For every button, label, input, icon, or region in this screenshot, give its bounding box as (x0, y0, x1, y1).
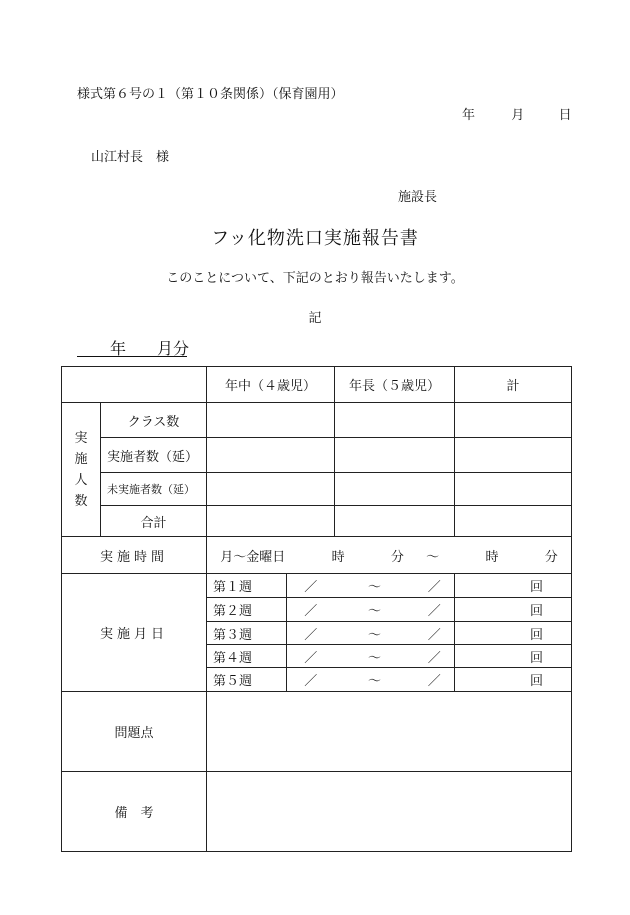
date-line (462, 104, 572, 123)
table-header-row (62, 367, 572, 403)
document-title: フッ化物洗口実施報告書 (211, 228, 419, 249)
input-cell[interactable] (335, 473, 455, 506)
table-row-problems (62, 692, 572, 772)
time-hour-start: 時 (331, 549, 345, 565)
date-slash-end[interactable]: ／ (415, 645, 455, 668)
time-min-end: 分 (544, 549, 558, 565)
period-year: 年 (110, 339, 127, 358)
input-cell[interactable] (207, 473, 335, 506)
input-cell[interactable] (207, 403, 335, 438)
report-period (77, 336, 190, 358)
time-cell[interactable] (207, 537, 572, 574)
row-label-dates: 実施月日 (62, 574, 207, 692)
date-tilde: ～ (335, 645, 415, 668)
row-label-problems: 問題点 (62, 692, 207, 772)
date-day: 日 (558, 108, 572, 123)
group-label-participants (62, 403, 101, 537)
date-year: 年 (462, 108, 476, 123)
count-unit[interactable]: 回 (455, 574, 572, 598)
form-code: 様式第６号の１（第１０条関係）（保育園用） (77, 87, 344, 102)
group-label-char: 人 (74, 472, 88, 488)
row-label-remarks: 備 考 (62, 772, 207, 852)
date-slash-start[interactable]: ／ (287, 598, 335, 622)
count-unit[interactable]: 回 (455, 668, 572, 692)
row-label-non-participants: 未実施者数（延） (101, 473, 207, 506)
report-table (61, 366, 572, 852)
table-row (62, 438, 572, 473)
input-cell[interactable] (455, 438, 572, 473)
ki-label: 記 (308, 311, 322, 326)
table-row (62, 403, 572, 438)
date-slash-end[interactable]: ／ (415, 622, 455, 645)
date-slash-start[interactable]: ／ (287, 622, 335, 645)
table-row-time (62, 537, 572, 574)
week-label: 第５週 (207, 668, 287, 692)
col-header-total: 計 (455, 367, 572, 403)
date-slash-end[interactable]: ／ (415, 668, 455, 692)
addressee: 山江村長 様 (91, 150, 170, 165)
count-unit[interactable]: 回 (455, 622, 572, 645)
date-slash-end[interactable]: ／ (415, 574, 455, 598)
date-tilde: ～ (335, 622, 415, 645)
group-label-char: 実 (74, 430, 88, 446)
input-cell[interactable] (455, 473, 572, 506)
week-label: 第２週 (207, 598, 287, 622)
input-cell[interactable] (455, 506, 572, 537)
date-slash-start[interactable]: ／ (287, 574, 335, 598)
time-hour-end: 時 (485, 549, 499, 565)
time-tilde: ～ (426, 549, 440, 565)
week-label: 第４週 (207, 645, 287, 668)
input-cell[interactable] (335, 438, 455, 473)
group-label-char: 施 (74, 451, 88, 467)
table-row (62, 506, 572, 537)
header-blank-cell (62, 367, 207, 403)
input-cell[interactable] (335, 506, 455, 537)
time-days: 月～金曜日 (220, 549, 286, 565)
week-label: 第３週 (207, 622, 287, 645)
input-cell[interactable] (335, 403, 455, 438)
group-label-char: 数 (74, 493, 88, 509)
date-tilde: ～ (335, 574, 415, 598)
row-label-time: 実施時間 (62, 537, 207, 574)
count-unit[interactable]: 回 (455, 598, 572, 622)
period-month: 月分 (157, 339, 190, 358)
input-cell[interactable] (207, 438, 335, 473)
table-row (62, 473, 572, 506)
week-label: 第１週 (207, 574, 287, 598)
date-tilde: ～ (335, 598, 415, 622)
date-slash-start[interactable]: ／ (287, 645, 335, 668)
row-label-class-count: クラス数 (101, 403, 207, 438)
date-slash-start[interactable]: ／ (287, 668, 335, 692)
facility-head-label: 施設長 (398, 190, 438, 205)
problems-input-cell[interactable] (207, 692, 572, 772)
time-min-start: 分 (390, 549, 404, 565)
intro-text: このことについて、下記のとおり報告いたします。 (166, 271, 464, 286)
col-header-nenchu: 年中（４歳児） (207, 367, 335, 403)
remarks-input-cell[interactable] (207, 772, 572, 852)
input-cell[interactable] (207, 506, 335, 537)
row-label-total: 合計 (101, 506, 207, 537)
col-header-nencho: 年長（５歳児） (335, 367, 455, 403)
input-cell[interactable] (455, 403, 572, 438)
table-row-week (62, 574, 572, 598)
date-tilde: ～ (335, 668, 415, 692)
table-row-remarks (62, 772, 572, 852)
date-month: 月 (511, 108, 525, 123)
count-unit[interactable]: 回 (455, 645, 572, 668)
date-slash-end[interactable]: ／ (415, 598, 455, 622)
row-label-participants: 実施者数（延） (101, 438, 207, 473)
